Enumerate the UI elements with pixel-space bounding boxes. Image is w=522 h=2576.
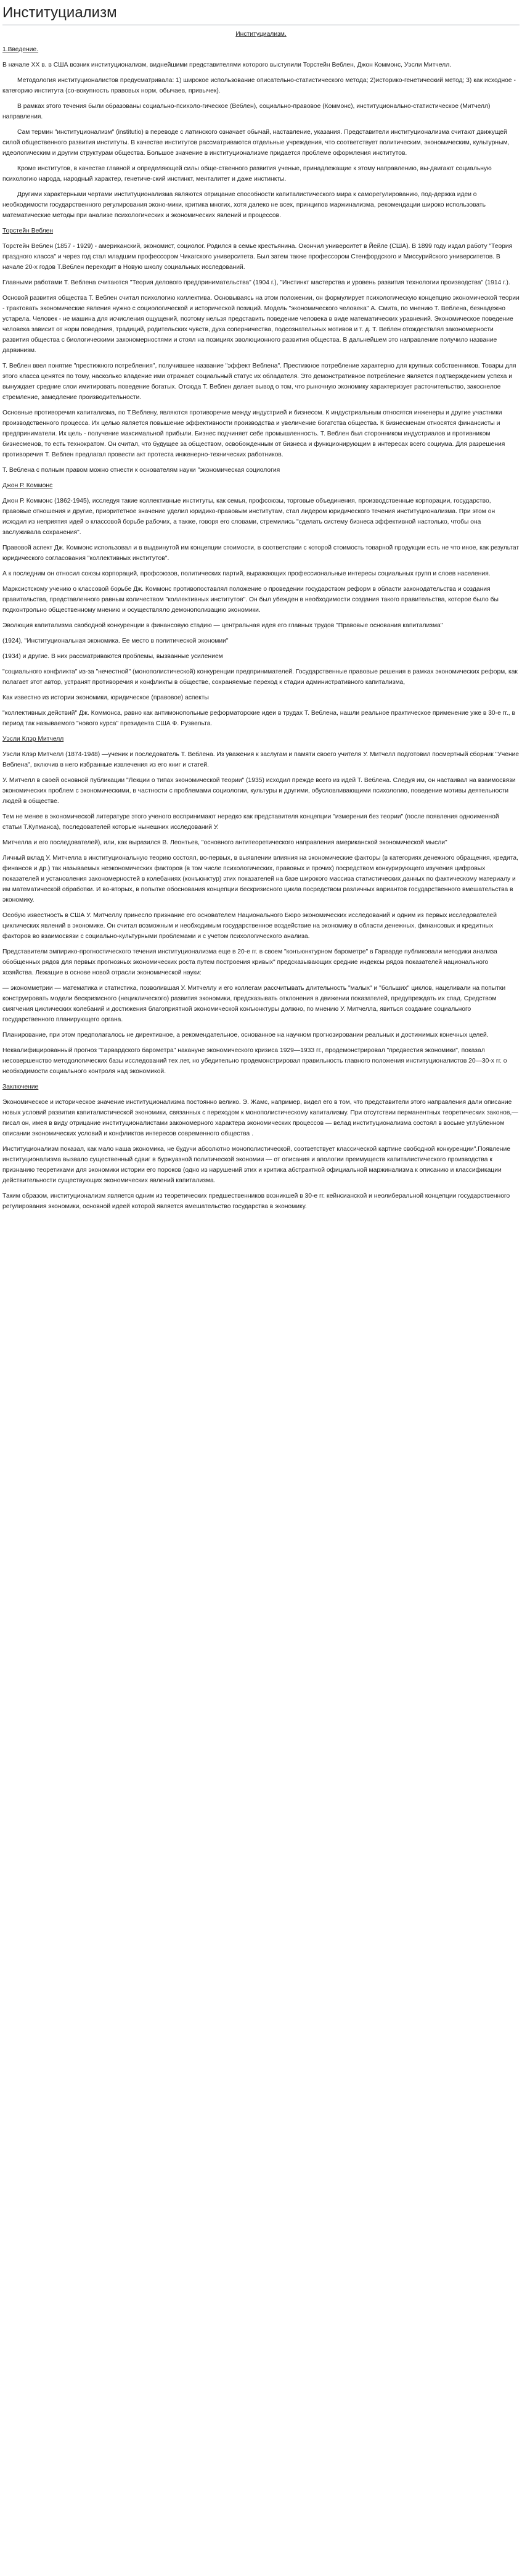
paragraph: У. Митчелл в своей основной публикации "Лекции о типах экономической теории" (1935) исходил прежде всего из идей Т. Веблена. Следуя им, он настаивал на взаимосвязи экономических проблем с экономическими, в частности с проблемами социологии, культуры и другими, обусловливающими психологию, поведение мотивы деятельности людей в обществе. [2,777,516,805]
paragraph: А к последним он относил союзы корпораций, профсоюзов, политических партий, выражающих профессиональные интересы социальных групп и слоев населения. [2,570,491,577]
paragraph: Основой развития общества Т. Веблен считал психологию коллектива. Основываясь на этом положении, он формулирует психологическую концепцию экономической теории - трактовать экономические явления нужно с социологической и исторической позиций. Модель "экономического человека" А. Смита, по мнению Т. Веблена, безнадежно устарела. Человек - не машина для исчисления ощущений, поэтому нельзя представить поведение человека в виде математических уравнений. Экономическое поведение человека зависит от норм поведения, традиций, родительских чувств, духа соперничества, подсознательных мотивов и т. д. Т. Веблен отождествлял закономерности развития общества с биологическими закономерностями и стоял на позициях эволюционного развития общества. В дальнейшем это направление получило название дарвинизм. [2,295,520,354]
paragraph: В рамках этого течения были образованы социально-психоло-гическое (Веблен), социально-правовое (Коммонс), институционально-статистическое (Митчелл) направления. [2,103,491,120]
paragraph: Представители эмпирико-прогностического течения институционализма еще в 20-е гг. в своем "конъюнктурном барометре" в Гарварде публиковали методики анализа обобщенных рядов для первых прогнозных экономических роста путем построения кривых" предсказывающих средние индексы рядов показателей национального хозяйства. Лежащие в основе новой отрасли экономической науки: [2,949,497,976]
page-title: Институциализм [2,4,117,21]
paragraph: Сам термин "институционализм" (institutio) в переводе с латинского означает обычай, наставление, указания. Представители институционализма считают движущей силой общественного развития институты. В качестве институтов рассматриваются отдельные учреждения, что соответствует политическим, экономическим, культурным, идеологическим и другим структурам общества. Большое значение в институционализме придается проблеме оформления институтов. [2,129,510,157]
section-heading-veblen: Торстейн Веблен [2,228,54,234]
paragraph: (1924), "Институциональная экономика. Ее место в политической экономии" [2,638,229,644]
section-heading-conclusion: Заключение [2,1084,39,1090]
paragraph: Торстейн Веблен (1857 - 1929) - американский, экономист, социолог. Родился в семье крестьянина. Окончил университет в Йейле (США). В 1899 году издал работу "Теория праздного класса" и через год стал младшим профессором Чикагского университета. Был затем также профессором Стенфордского и Миссурийского университетов. В начале 20-х годов Т.Веблен переходит в Новую школу социальных исследований. [2,243,513,271]
paragraph: — экономметрии — математика и статистика, позволившая У. Митчеллу и его коллегам рассчитывать длительность "малых" и "больших" циклов, нацеливали на попытки конструировать модели бескризисного (нециклического) развития экономики, предсказывать отклонения в движении показателей, предупреждать их спад. Средством смягчения циклических колебаний и достижения благоприятной экономической конъюнктуры должно, по мнению У. Митчелла, явиться создание социального государственного планирующего органа. [2,985,506,1023]
article-body [2,29,520,1212]
article-heading: Институциализм. [235,31,287,38]
paragraph: (1934) и другие. В них рассматриваются проблемы, вызванные усилением [2,653,223,660]
paragraph: Т. Веблена с полным правом можно отнести к основателям науки "экономическая социология [2,467,280,474]
paragraph: Методология институционалистов предусматривала: 1) широкое использование описательно-статистического метода; 2)историко-генетический метод; 3) как исходное - категорию института (со-вокупность правовых норм, обычаев, привычек). [2,77,516,94]
paragraph: В начале XX в. в США возник институционализм, виднейшими представителями которого выступили Торстейн Веблен, Джон Коммонс, Уэсли Митчелл. [2,62,452,68]
paragraph: Как известно из истории экономики, юридическое (правовое) аспекты [2,694,209,701]
paragraph: "социального конфликта" из-за "нечестной" (монополистической) конкуренции предпринимателей. Государственные правовые решения в рамках экономических реформ, как полагает этот автор, устранят противоречия и конфликты в обществе, сохраняемые переход к стадии административного капитализма, [2,669,518,686]
paragraph: Митчелла и его последователей), или, как выразился В. Леонтьев, "основного антитеоретического направления американской экономической мысли" [2,839,447,846]
paragraph: Эволюция капитализма свободной конкуренции в финансовую стадию — центральная идея его главных трудов "Правовые основания капитализма" [2,622,443,629]
document-page [0,0,522,1212]
section-heading-commons: Джон Р. Коммонс [2,482,53,489]
paragraph: Кроме институтов, в качестве главной и определяющей силы обще-ственного развития ученые, принадлежащие к этому направлению, вы-двигают социальную психологию народа, народный характер, генетиче-ский инстинкт, менталитет и даже инстинкты. [2,165,492,183]
paragraph: Тем не менее в экономической литературе этого ученого воспринимают нередко как представителя концепции "измерения без теории" (после появления одноименной статьи Т.Купманса), последователей которые нынешних исследований У. [2,813,499,831]
paragraph: Экономическое и историческое значение институционализма постоянно велико. Э. Жамс, например, видел его в том, что представители этого направления дали описание новых условий развития капиталистической экономики, связанных с переходом к монополистическому капитализму. При отсутствии перманентных теоретических законов,— писал он, имея в виду отрицание институционалистами закономерного характера экономических процессов — велад институционализма состоял в восьме углубленном описании экономических условий и конфликтов интересов современного общества . [2,1099,518,1137]
paragraph: Главными работами Т. Веблена считаются "Теория делового предпринимательства" (1904 г.), "Инстинкт мастерства и уровень развития технологии производства" (1914 г.). [2,279,510,286]
paragraph: Т. Веблен ввел понятие "престижного потребления", получившее название "эффект Веблена". Престижное потребление характерно для крупных собственников. Товары для этого класса ценятся по тому, насколько владение ими отражает социальный статус их обладателя. Это демонстративное потребление является подтверждением успеха и вынуждает средние слои имитировать поведение богатых. Отсюда Т. Веблен делает вывод о том, что рыночную экономику характеризует расточительство, закоснелое стремление, замедление производительности. [2,363,516,401]
section-heading-intro: 1.Введение. [2,46,39,53]
paragraph: Уэсли Клэр Митчелл (1874-1948) —ученик и последователь Т. Веблена. Из уважения к заслугам и памяти своего учителя У. Митчелл подготовил посмертный сборник "Учение Веблена", включив в него избранные извлечения из его книг и статей. [2,751,520,768]
paragraph: Марксистскому учению о классовой борьбе Дж. Коммонс противопоставлял положение о проведении государством реформ в области законодательства и создания правительства, представленного равным количеством "коллективных институтов". Он был убежден в необходимости создания такого правительства, которое было бы подконтрольно общественному мнению и осуществляло демонополизацию экономики. [2,586,499,614]
paragraph: Институционализм показал, как мало наша экономика, не будучи абсолютно монополистической, соответствует классической картине свободной конкуренции".Появление институционализма вызвало существенный сдвиг в буржуазной политической экономии — от описания и апологии преимуществ капиталистического производства к признанию теоретиками для экономики истории его пороков (одно из нарушений этих и критика абстрактной официальной маржинализма к описанию и классификации действительности существующих экономических явлений капитализма. [2,1146,510,1184]
paragraph: Правовой аспект Дж. Коммонс использовал и в выдвинутой им концепции стоимости, в соответствии с которой стоимость товарной продукции есть не что иное, как результат юридического согласования "коллективных институтов". [2,545,520,562]
paragraph: Основные противоречия капитализма, по Т.Веблену, являются противоречие между индустрией и бизнесом. К индустриальным относятся инженеры и другие участники производственного процесса. Их целью является повышение эффективности производства и увеличение богатства общества. К бизнесменам относятся финансисты и предприниматели. Их цель - получение максимальной прибыли. Бизнес подчиняет себе промышленность. Т. Веблен был сторонником индустриалов и противником бизнесменов, то есть технократом. Он считал, что будущее за обществом, освобожденным от бизнеса и функционирующим в интересах всего социума. Для разрешения противоречия Т. Веблен предлагал провести акт протеста инженерно-технических работников. [2,409,505,458]
paragraph: Неквалифицированный прогноз "Гарвардского барометра" накануне экономического кризиса 1929—1933 гг., продемонстрировал "предвестия экономики", показал несовершенство методологических базы исследований тех лет, но убедительно продемонстрировал правильность главного положения институционалистов 20—30-х гг. о необходимости социального контроля над экономикой. [2,1047,507,1075]
paragraph: Особую известность в США У. Митчеллу принесло признание его основателем Национального Бюро экономических исследований и одним из первых исследователей циклических явлений в экономике. Он считал возможным и необходимым государственное воздействие на экономику в области денежных, финансовых и кредитных факторов во взаимосвязи с социально-культурными проблемами и с учетом психологического анализа. [2,912,497,940]
paragraph: Личный вклад У. Митчелла в институциональную теорию состоял, во-первых, в выявлении влияния на экономические факторы (в категориях денежного обращения, кредита, финансов и др.) так называемых неэкономических факторов (в том числе психологических, правовых и прочих) посредством конкурирующего изучения цифровых показателей и установления закономерностей в колебаниях (конъюнктур) этих показателей на базе широкого массива статистических данных по фактическому материалу и им математической обработки. И во-вторых, в попытке обоснования концепции бескризисного цикла посредством различных вариантов государственного вмешательства в экономику. [2,855,518,903]
paragraph: Планирование, при этом предполагалось не директивное, а рекомендательное, основанное на научном прогнозировании реальных и достижимых конечных целей. [2,1032,489,1039]
paragraph: Другими характерными чертами институционализма являются отрицание способности капиталистического мира к саморегулированию, под-держка идеи о необходимости государственного регулирования эконо-мики, критика многих, хотя далеко не всех, принципов маржинализма, рекомендации широко использовать математические методы при анализе психологических и экономических явлений и процессов. [2,191,486,219]
section-heading-mitchell: Уэсли Клэр Митчелл [2,736,64,743]
paragraph: Джон Р. Коммонс (1862-1945), исследуя такие коллективные институты, как семья, профсоюзы, торговые объединения, производственные корпорации, государство, правовые отношения и другие, приоритетное значение уделил юридико-правовым институтам, стал лидером юридического течения институционализма. При этом он исходил из неприятия идей о классовой борьбе рабочих, а также, говоря его словами, стремились "сделать систему бизнеса эффективной настолько, чтобы она заслуживала сохранения". [2,498,495,536]
paragraph: "коллективных действий" Дж. Коммонса, равно как антимонопольные реформаторские идеи в трудах Т. Веблена, нашли реальное практическое применение уже в 30-е гг., в период так называемого "нового курса" президента США Ф. Рузвельта. [2,710,515,727]
paragraph: Таким образом, институционализм является одним из теоретических предшественников возникшей в 30-е гг. кейнсианской и неолиберальной концепции государственного регулирования экономики, основной идеей которой является вмешательство государства в экономику. [2,1193,510,1210]
